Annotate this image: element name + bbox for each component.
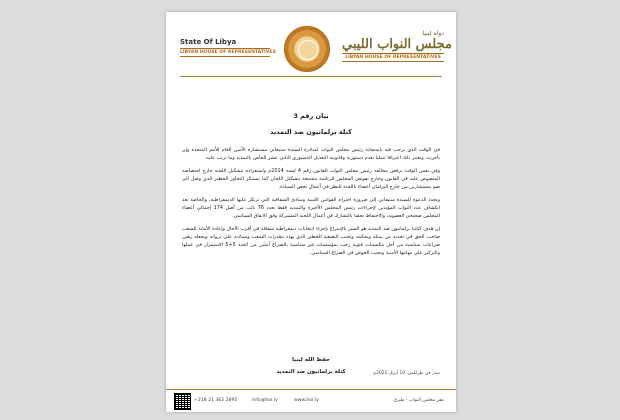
bloc-name: كتلة برلمانيون ضد التمديد [270, 128, 352, 136]
paragraph-1: في الوقت الذي نرحب فيه باستجابة رئيس مجلس النواب لمبادرة السيدة ستيفاني مستشارة الأمين العام للأمم المتحدة وإن تأخرت، ونعتبر ذلك اعترافا عمليا بعدم دستورية وقانونية التعديل الدستوري الثاني عشر الخاص بالتمديد وما ترتب عليه. [182, 147, 440, 161]
house-name-en-left: LIBYAN HOUSE OF REPRESENTATIVES [180, 50, 276, 55]
header-english-block [180, 38, 276, 57]
closing-line-2: كتلة برلمانيون ضد التمديد [276, 369, 346, 375]
house-name-en-right: LIBYAN HOUSE OF REPRESENTATIVES [342, 53, 444, 62]
footer-address: مقر مجلس النواب - طبرق [393, 398, 444, 403]
header-divider [180, 76, 442, 77]
paragraph-2: وفي نفس الوقت نرفض مخالفة رئيس مجلس النواب للقانون رقم 4 لسنة 2014م واستفراده بتشكيل اللجنة خارج اختصاصه المنصوص عليه في القانون وخارج تفويض المجلس للرئاسة مجتمعة بتشكيل اللجان كما نستنكر التجاوز الخطير الذي وصل الى ضم مستشارين من خارج البرلمان أعضاء باللجنة للنظر في أعمال تخص السيادة. [182, 168, 440, 190]
closing-line-1: حفظ الله ليبيا [291, 357, 331, 363]
paragraph-3: ونجدد الدعوة للسيدة ستيفاني إلى ضرورة احترام القوانين الليبية ومبادئ الشفافية التي ترتكز عليها الديمقراطية، والخاصة بعد انكشاف عدد النواب المؤيدين لإجراءات رئيس المجلس الأخيرة والتمديد فقط بعدد 76 نائب من أصل 174 إجمالي أعضاء المجلس صحيحي العضوية، والاحتفاظ بحقنا بالتشارك في أعمال اللجنة المشتركة وفق الاتفاق السياسي. [182, 197, 441, 219]
parliament-seal-icon [284, 26, 330, 72]
state-name-ar: دولة ليبيا [422, 30, 444, 37]
title-block [166, 112, 456, 136]
statement-body [182, 146, 440, 262]
paragraph-4: إن هدف كتلتنا برلمانيون ضد التمديد هو السير بالإسراع بإجراء انتخابات ديمقراطية شفافة في أقرب الآجال وإعادة الأمانة للشعب صاحب الحق في تحديد من يمثله ويحكمه وتجنب التصعيد الخطير الذي يهدد مقدرات الشعب وسيادته على ثرواته ويجعله رهين صراعات سياسية من أجل مكتسبات فئوية زجت بمؤسسات غير سياسية بالصراع أملين من الجنة 5+5 الاستمرار في عملها والتركيز على مهامها الأمنية وتجنب الخوض في الصراع السياسي. [182, 226, 441, 256]
statement-number: بيان رقم 3 [293, 112, 329, 120]
footer-phone: +218 21 362 2895 [194, 398, 238, 403]
footer-website: www.hor.ly [294, 398, 319, 403]
state-name-en: State Of Libya [180, 38, 237, 46]
qr-code-icon [174, 393, 191, 410]
house-name-ar: مجلس النواب الليبي [342, 37, 452, 52]
header-arabic-block [342, 30, 452, 62]
issue-date: صدر في طرابلس، 10 أبريل 2022م [373, 371, 440, 376]
footer [166, 389, 456, 412]
document-page [166, 12, 456, 412]
footer-email: info@hor.ly [252, 398, 278, 403]
seal-center [298, 40, 318, 60]
